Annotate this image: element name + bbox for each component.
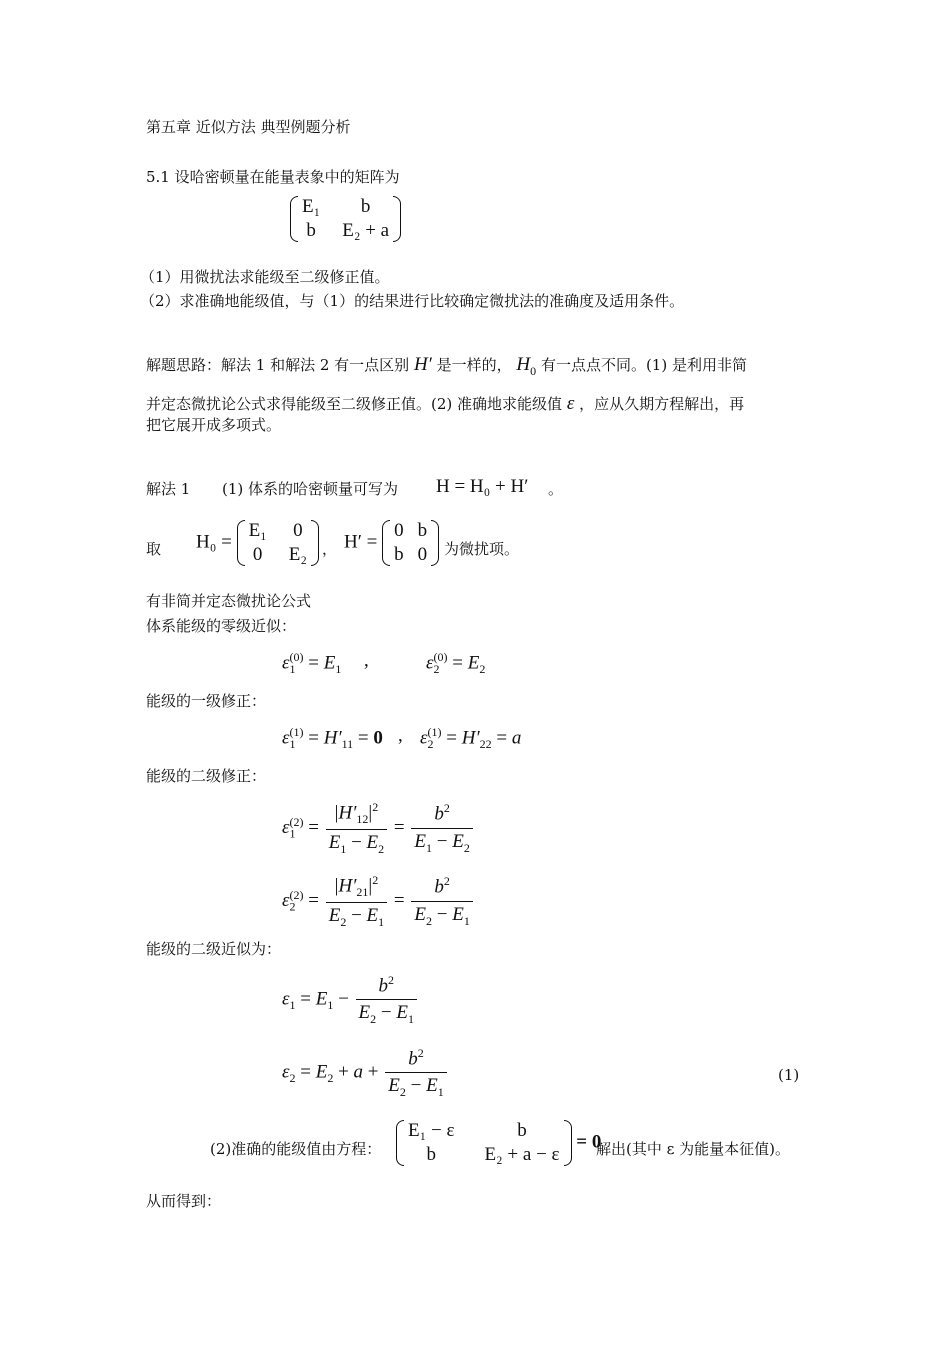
formula-label: 有非简并定态微扰论公式 xyxy=(146,592,312,610)
idea-line-2 xyxy=(146,393,744,416)
matrix-cell: E₂ + a xyxy=(342,220,390,241)
idea-text: 有一点点不同。(1) 是利用非简 xyxy=(540,356,747,374)
method-1-step: (1) 体系的哈密顿量可写为 xyxy=(222,480,399,498)
hprime-definition xyxy=(344,520,439,566)
second-order-e2: $\varepsilon_2^{(2)}$ = $\frac{|H'_{21}|^2}{E_2 - E_1}$ = $\frac{b^2}{E_2 - E_1}$ xyxy=(282,873,475,930)
equation-number: (1) xyxy=(778,1066,800,1084)
approx-e2: $\varepsilon_2 = E_2 + a$ + $\frac{b^2}{E_2 - E_1}$ xyxy=(282,1046,449,1100)
matrix-cell: b xyxy=(394,544,404,565)
epsilon-symbol: ε xyxy=(566,393,575,414)
idea-text: 是一样的， xyxy=(436,356,512,374)
exact-label: (2)准确的能级值由方程： xyxy=(210,1140,382,1158)
matrix-cell: E₂ + a − ε xyxy=(484,1144,560,1165)
matrix-cell: 0 xyxy=(293,520,303,541)
equals-zero: = 0 xyxy=(576,1131,602,1153)
exact-tail: 解出(其中 ε 为能量本征值)。 xyxy=(596,1140,791,1158)
matrix-cell: E₁ xyxy=(302,196,321,217)
matrix-cell: 0 xyxy=(394,520,404,541)
second-order-label: 能级的二级修正： xyxy=(146,767,267,785)
matrix-cell: E₂ xyxy=(288,544,308,565)
matrix-cell: 0 xyxy=(252,544,263,565)
take-label: 取 xyxy=(146,540,162,558)
matrix-cell: 0 xyxy=(417,544,428,565)
first-order-e2: $\varepsilon_2^{(1)} = H'_{22} = a$ xyxy=(420,725,522,752)
idea-text: 解题思路：解法 1 和解法 2 有一点区别 xyxy=(146,356,410,374)
period: 。 xyxy=(548,480,564,498)
h0-symbol: $H_0$ xyxy=(516,354,537,378)
method-1-label: 解法 1 xyxy=(146,480,191,498)
first-order-e1: $\varepsilon_1^{(1)} = H'_{11} = 0$ xyxy=(282,725,383,752)
h0-definition xyxy=(196,520,319,566)
idea-line-1 xyxy=(146,354,747,378)
secular-determinant xyxy=(396,1120,601,1166)
matrix-cell: b xyxy=(306,220,316,241)
chapter-title: 第五章 近似方法 典型例题分析 xyxy=(146,118,351,136)
comma-separator: , xyxy=(364,650,369,671)
perturbation-label: 为微扰项。 xyxy=(444,540,520,558)
approximation-label: 能级的二级近似为： xyxy=(146,940,282,958)
zero-order-label: 体系能级的零级近似： xyxy=(146,617,297,635)
question-1: （1）用微扰法求能级至二级修正值。 xyxy=(140,268,390,286)
problem-intro: 5.1 设哈密顿量在能量表象中的矩阵为 xyxy=(146,168,400,186)
idea-text: 并定态微扰论公式求得能级至二级修正值。(2) 准确地求能级值 xyxy=(146,395,563,413)
hamiltonian-split: H = H₀ + H′ xyxy=(436,476,529,497)
zero-order-e2: $\varepsilon_2^{(0)} = E_2$ xyxy=(426,650,486,677)
matrix-cell: E₁ − ε xyxy=(408,1120,455,1141)
comma-separator: , xyxy=(398,725,403,746)
question-2: （2）求准确地能级值，与（1）的结果进行比较确定微扰法的准确度及适用条件。 xyxy=(140,292,685,310)
matrix-cell: b xyxy=(426,1144,436,1165)
h0-lhs: H₀ = xyxy=(196,531,232,553)
matrix-cell: b xyxy=(517,1120,527,1141)
zero-order-e1: $\varepsilon_1^{(0)} = E_1$ xyxy=(282,650,342,677)
hamiltonian-matrix xyxy=(290,196,401,242)
matrix-cell: b xyxy=(417,520,428,541)
comma: ， xyxy=(322,540,338,558)
matrix-cell: E₁ xyxy=(248,520,267,541)
idea-line-3: 把它展开成多项式。 xyxy=(146,416,282,434)
second-order-e1: $\varepsilon_1^{(2)}$ = $\frac{|H'_{12}|^2}{E_1 - E_2}$ = $\frac{b^2}{E_1 - E_2}$ xyxy=(282,800,475,857)
hprime-symbol: H′ xyxy=(413,354,432,375)
conclusion-label: 从而得到： xyxy=(146,1192,222,1210)
hprime-lhs: H′ = xyxy=(344,531,378,553)
approx-e1: $\varepsilon_1 = E_1$ − $\frac{b^2}{E_2 - E_1}$ xyxy=(282,973,419,1027)
matrix-cell: b xyxy=(360,196,371,217)
first-order-label: 能级的一级修正： xyxy=(146,692,267,710)
idea-text: ，应从久期方程解出，再 xyxy=(579,395,745,413)
